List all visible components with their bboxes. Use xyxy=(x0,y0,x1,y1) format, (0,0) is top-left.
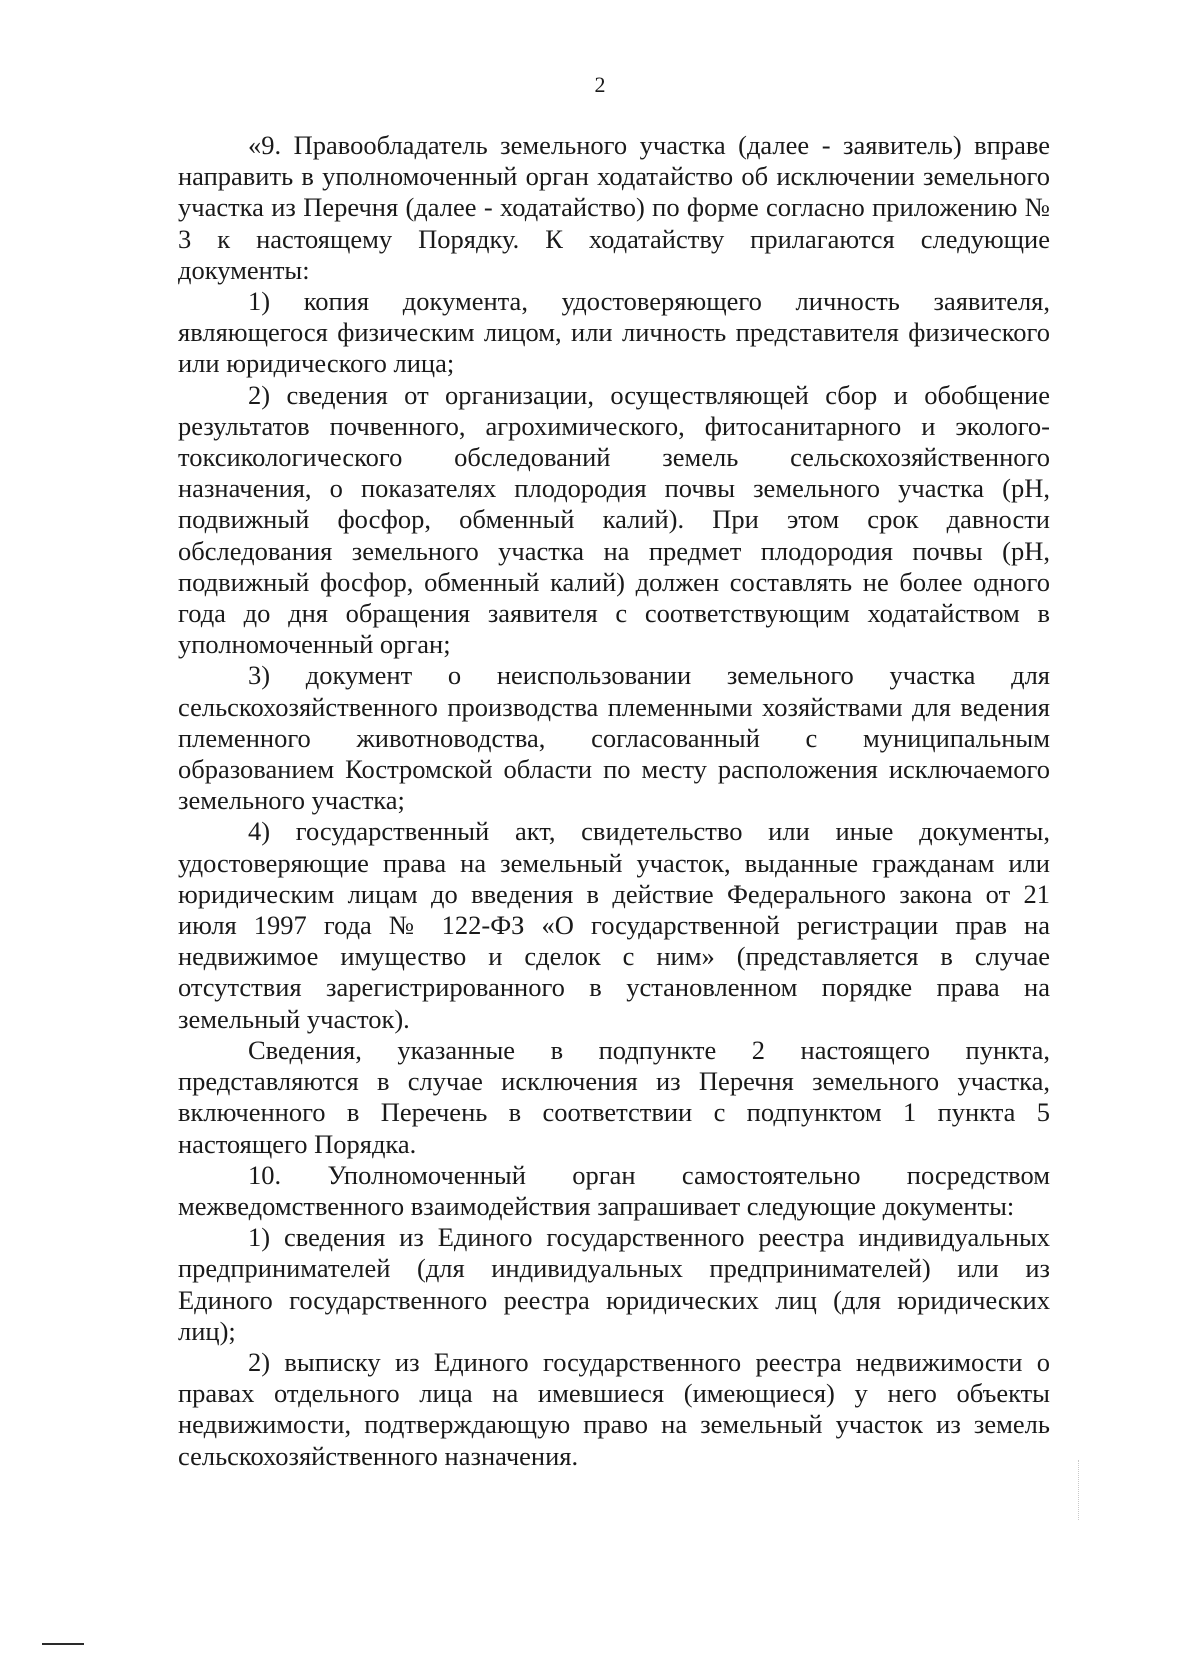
document-body xyxy=(178,130,1050,1472)
paragraph-9-intro: «9. Правообладатель земельного участка (далее - заявитель) вправе направить в уполномоченный орган ходатайство об исключении земельного участка из Перечня (далее - ходатайство) по форме согласно приложению № 3 к настоящему Порядку. К ходатайству прилагаются следующие документы: xyxy=(178,130,1050,285)
paragraph-9-note: Сведения, указанные в подпункте 2 настоящего пункта, представляются в случае исключения из Перечня земельного участка, включенного в Перечень в соответствии с подпунктом 1 пункта 5 настоящего Порядка. xyxy=(178,1034,1050,1159)
list-item-9-1: 1) копия документа, удостоверяющего личность заявителя, являющегося физическим лицом, или личность представителя физического или юридического лица; xyxy=(178,286,1050,379)
list-item-9-4: 4) государственный акт, свидетельство или иные документы, удостоверяющие права на земельный участок, выданные гражданам или юридическим лицам до введения в действие Федерального закона от 21 июля 1997 года № 122-ФЗ «О государственной регистрации прав на недвижимое имущество и сделок с ним» (представляется в случае отсутствия зарегистрированного в установленном порядке права на земельный участок). xyxy=(178,816,1050,1034)
page-number: 2 xyxy=(594,72,606,97)
scan-mark-line xyxy=(42,1643,84,1645)
paragraph-10-intro: 10. Уполномоченный орган самостоятельно посредством межведомственного взаимодействия запрашивает следующие документы: xyxy=(178,1159,1050,1221)
list-item-9-2: 2) сведения от организации, осуществляющей сбор и обобщение результатов почвенного, агрохимического, фитосанитарного и эколого-токсикологического обследований земель сельскохозяйственного назначения, о показателях плодородия почвы земельного участка (pH, подвижный фосфор, обменный калий). При этом срок давности обследования земельного участка на предмет плодородия почвы (pH, подвижный фосфор, обменный калий) должен составлять не более одного года до дня обращения заявителя с соответствующим ходатайством в уполномоченный орган; xyxy=(178,379,1050,660)
list-item-9-3: 3) документ о неиспользовании земельного участка для сельскохозяйственного производства племенными хозяйствами для ведения племенного животноводства, согласованный с муниципальным образованием Костромской области по месту расположения исключаемого земельного участка; xyxy=(178,660,1050,816)
list-item-10-1: 1) сведения из Единого государственного реестра индивидуальных предпринимателей (для индивидуальных предпринимателей) или из Единого государственного реестра юридических лиц (для юридических лиц); xyxy=(178,1222,1050,1346)
list-item-10-2: 2) выписку из Единого государственного реестра недвижимости о правах отдельного лица на имевшиеся (имеющиеся) у него объекты недвижимости, подтверждающую право на земельный участок из земель сельскохозяйственного назначения. xyxy=(178,1346,1050,1471)
scan-artifact xyxy=(1078,1460,1080,1520)
